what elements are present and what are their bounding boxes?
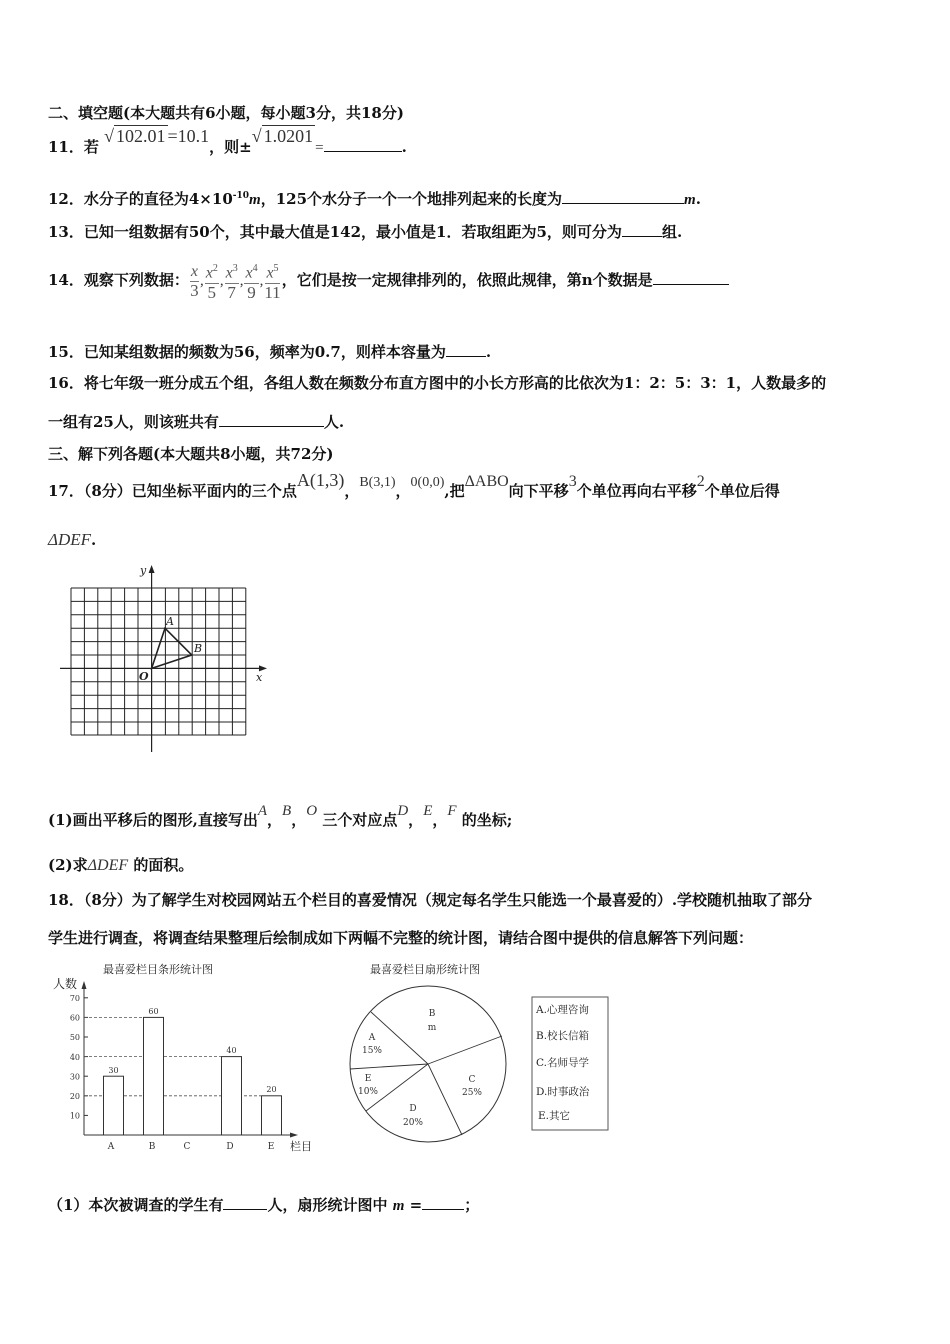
question-text: 一组有25人，则该班共有 — [48, 413, 219, 431]
bar-a — [104, 1076, 124, 1135]
separator: ， — [408, 811, 424, 829]
coordinate-grid — [50, 560, 280, 760]
question-text: 人. — [323, 413, 345, 431]
point-o-label: O — [139, 670, 149, 683]
slice-c-label: C — [468, 1075, 476, 1085]
shift-right-value: 2 — [696, 473, 705, 490]
separator: ， — [267, 811, 283, 829]
separator: , — [259, 273, 264, 289]
base: x — [266, 264, 274, 282]
point-a: A(1,3) — [296, 470, 345, 490]
period: . — [485, 343, 492, 361]
fraction-5 — [264, 260, 280, 301]
question-text: ，则± — [209, 138, 252, 156]
grid-vertical-lines — [71, 588, 246, 735]
unit: m — [684, 192, 696, 208]
tick-label: 30 — [69, 1072, 80, 1082]
question-text: 三个对应点 — [322, 811, 398, 829]
grid-horizontal-lines — [71, 588, 246, 735]
legend-item: B.校长信箱 — [536, 1030, 590, 1042]
triangle-abo: ΔABO — [464, 473, 509, 490]
slice-e-value: 10% — [357, 1087, 379, 1097]
bar-d — [222, 1057, 242, 1135]
question-text: ,把 — [444, 482, 465, 500]
question-17 — [48, 470, 780, 503]
legend-item: E.其它 — [538, 1110, 571, 1122]
question-text: 个单位再向右平移 — [576, 482, 697, 500]
question-text: (2)求 — [48, 856, 88, 874]
question-text: 的坐标; — [461, 811, 513, 829]
sqrt-expression-2: √ 1.0201 — [251, 126, 314, 146]
separator: ， — [291, 811, 307, 829]
unit: m — [249, 192, 261, 208]
radicand: 102.01 — [116, 126, 166, 146]
category-label: C — [183, 1142, 191, 1152]
base: x — [205, 264, 213, 282]
shift-down-value: 3 — [568, 473, 577, 490]
data-label: 20 — [266, 1085, 277, 1094]
point-e-ref: E — [423, 803, 433, 819]
denominator: 3 — [190, 280, 199, 300]
pie-chart-title: 最喜爱栏目扇形统计图 — [370, 963, 480, 976]
question-text: (1)画出平移后的图形,直接写出 — [48, 811, 258, 829]
slice-e-label: E — [364, 1074, 372, 1084]
question-18-part-1 — [48, 1193, 479, 1216]
separator: ， — [344, 482, 360, 500]
slice-d-value: 20% — [402, 1118, 424, 1128]
numerator — [205, 260, 219, 283]
question-18-line-1: 18．（8分）为了解学生对校园网站五个栏目的喜爱情况（规定每名学生只能选一个最喜爱的）.学校随机抽取了部分 — [48, 891, 813, 909]
question-text: 人，扇形统计图中 — [267, 1196, 388, 1214]
separator: , — [199, 273, 204, 289]
slice-c-value: 25% — [461, 1088, 483, 1098]
separator: ， — [395, 482, 411, 500]
fraction-2 — [205, 260, 219, 301]
bar-b — [144, 1017, 164, 1135]
question-text: 13．已知一组数据有50个，其中最大值是142，最小值是1．若取组距为5，则可分为 — [48, 223, 622, 241]
question-text: 15．已知某组数据的频数为56，频率为0.7，则样本容量为 — [48, 343, 446, 361]
bar-e — [262, 1096, 282, 1135]
numerator — [244, 260, 258, 283]
question-17-line-2 — [48, 530, 96, 550]
question-17-part-2 — [48, 855, 193, 876]
separator: , — [219, 273, 224, 289]
question-text: 若 — [83, 138, 99, 156]
question-text: （1）本次被调查的学生有 — [48, 1196, 224, 1214]
legend-item: A.心理咨询 — [536, 1004, 589, 1016]
numerator: x — [190, 262, 198, 280]
denominator: 11 — [264, 282, 281, 302]
data-label: 30 — [108, 1066, 119, 1075]
tick-label: 20 — [69, 1092, 80, 1101]
question-text: 12．水分子的直径为4×10 — [48, 190, 233, 208]
point-f-ref: F — [447, 803, 457, 819]
x-axis-label: 栏目 — [290, 1140, 312, 1153]
point-o-ref: O — [306, 803, 318, 819]
point-b-label: B — [194, 642, 203, 655]
y-axis-arrow-icon — [82, 981, 87, 989]
category-label: A — [107, 1142, 115, 1152]
answer-blank[interactable] — [653, 268, 729, 285]
tick-label: 50 — [69, 1033, 80, 1042]
tick-label: 10 — [69, 1111, 80, 1121]
exponent: 3 — [232, 263, 238, 275]
data-label: 40 — [226, 1046, 237, 1055]
question-text: 组. — [661, 223, 683, 241]
bar-chart-title: 最喜爱栏目条形统计图 — [103, 963, 213, 976]
period: . — [695, 190, 701, 208]
period: . — [91, 531, 97, 549]
pie-chart — [340, 955, 620, 1165]
variable-m: m — [392, 1198, 405, 1214]
question-16-line-2 — [48, 410, 344, 432]
answer-blank[interactable] — [562, 187, 684, 204]
equation-value: =10.1 — [167, 126, 210, 146]
triangle-def: ΔDEF — [87, 857, 129, 874]
answer-blank[interactable] — [324, 135, 402, 152]
section-heading-solve: 三、解下列各题(本大题共8小题，共72分) — [48, 445, 334, 463]
y-tick-labels — [70, 994, 80, 1121]
numerator — [265, 260, 279, 283]
question-text: 个单位后得 — [704, 482, 780, 500]
fraction-4 — [244, 260, 258, 301]
y-axis-label: y — [140, 564, 147, 577]
separator: ， — [432, 811, 448, 829]
point-b-ref: B — [282, 803, 292, 819]
y-axis-label: 人数 — [53, 977, 78, 991]
exponent: 4 — [252, 263, 258, 275]
answer-blank-m[interactable] — [422, 1193, 464, 1210]
question-number: 11． — [48, 138, 84, 156]
legend-item: C.名师导学 — [536, 1057, 589, 1069]
exponent: 5 — [273, 263, 279, 275]
answer-blank[interactable] — [446, 340, 486, 357]
denominator: 9 — [247, 282, 256, 302]
slice-a-value: 15% — [361, 1046, 383, 1056]
question-text: 14．观察下列数据： — [48, 271, 189, 289]
answer-blank[interactable] — [622, 220, 662, 237]
question-11 — [48, 126, 407, 158]
exponent: -10 — [232, 191, 250, 201]
slice-d-label: D — [409, 1104, 417, 1114]
equals-sign: = — [315, 140, 324, 156]
point-d-ref: D — [397, 803, 409, 819]
question-18-line-2: 学生进行调查，将调查结果整理后绘制成如下两幅不完整的统计图，请结合图中提供的信息解答下列问题： — [48, 929, 754, 947]
point-a-ref: A — [257, 803, 268, 819]
x-axis-arrow-icon — [290, 1133, 298, 1138]
tick-label: 60 — [69, 1013, 80, 1023]
question-12 — [48, 186, 701, 210]
point-a-label: A — [166, 615, 174, 628]
question-15 — [48, 340, 491, 362]
question-14 — [48, 260, 729, 302]
question-text: 的面积。 — [133, 856, 194, 874]
question-text: ，它们是按一定规律排列的，依照此规律，第n个数据是 — [281, 271, 653, 289]
denominator: 7 — [227, 282, 236, 302]
question-13 — [48, 220, 682, 242]
slice-a-label: A — [368, 1033, 376, 1043]
slice-b-label: B — [428, 1009, 436, 1019]
question-text: ，125个水分子一个一个地排列起来的长度为 — [260, 190, 563, 208]
question-17-part-1 — [48, 803, 513, 831]
sqrt-expression-1: √ 102.01 — [104, 126, 166, 146]
question-text: 向下平移 — [508, 482, 569, 500]
separator: , — [239, 273, 244, 289]
exponent: 2 — [212, 263, 218, 275]
tick-label: 40 — [69, 1053, 80, 1062]
question-text: ； — [464, 1196, 480, 1214]
tick-label: 70 — [69, 994, 80, 1003]
answer-blank[interactable] — [219, 410, 324, 427]
question-16-line-1: 16．将七年级一班分成五个组，各组人数在频数分布直方图中的小长方形高的比依次为1：2：5：3：1，人数最多的 — [48, 374, 827, 392]
slice-b-value: m — [427, 1023, 437, 1033]
category-label: B — [148, 1142, 156, 1152]
bar-chart — [40, 955, 330, 1160]
radicand: 1.0201 — [263, 126, 314, 146]
bar-data-labels — [108, 1007, 276, 1094]
point-b: B(3,1) — [359, 475, 396, 490]
x-category-labels — [107, 1142, 275, 1152]
section-heading-fill-in: 二、填空题(本大题共有6小题，每小题3分，共18分) — [48, 104, 404, 122]
y-axis-arrow-icon — [149, 565, 155, 573]
denominator: 5 — [207, 282, 217, 302]
data-label: 60 — [148, 1007, 159, 1016]
point-o: 0(0,0) — [410, 475, 445, 490]
period: . — [401, 138, 407, 156]
answer-blank-students[interactable] — [223, 1193, 267, 1210]
numerator — [225, 260, 239, 283]
legend-item: D.时事政治 — [536, 1086, 590, 1098]
category-label: D — [226, 1142, 234, 1152]
fraction-3 — [225, 260, 239, 301]
base: x — [225, 264, 233, 282]
triangle-def: ΔDEF — [48, 530, 92, 549]
fraction-1 — [190, 263, 199, 300]
question-text: 17．（8分）已知坐标平面内的三个点 — [48, 482, 297, 500]
triangle-abo-shape — [152, 628, 192, 668]
category-label: E — [267, 1142, 275, 1152]
base: x — [245, 264, 253, 282]
x-axis-label: x — [256, 671, 263, 684]
equals-sign: = — [409, 1196, 423, 1214]
